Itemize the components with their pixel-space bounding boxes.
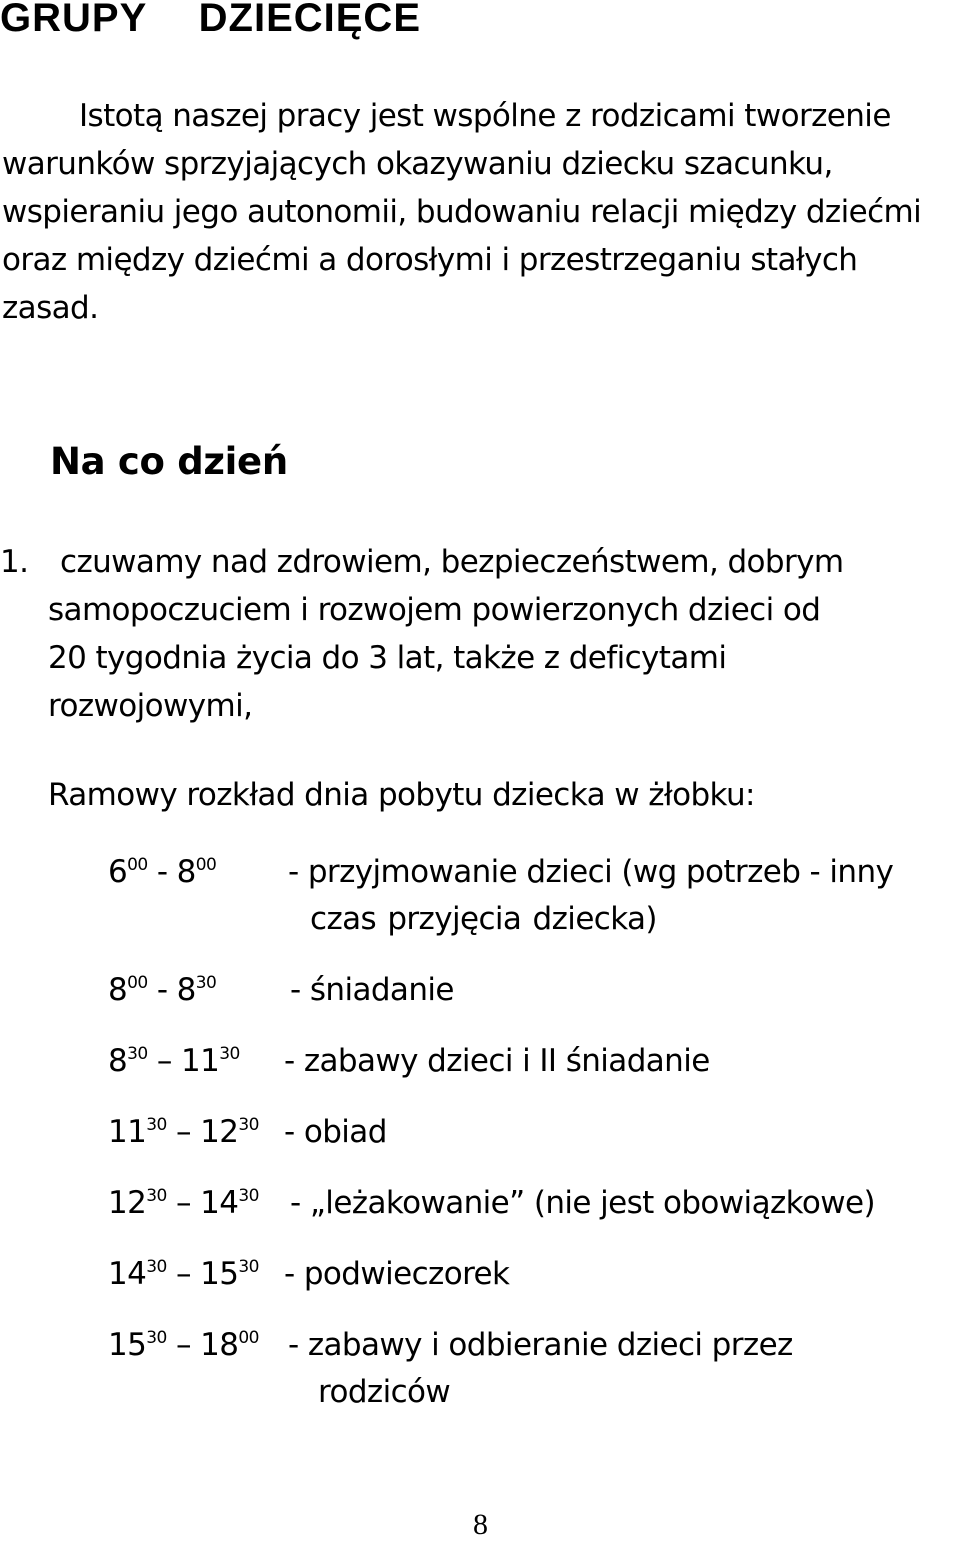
schedule-description: - zabawy dzieci i II śniadanie [284, 1043, 710, 1079]
schedule-description: - podwieczorek [284, 1256, 510, 1292]
page-title: GRUPY DZIECIĘCE [0, 0, 421, 40]
intro-paragraph [2, 92, 952, 332]
list-item-number: 1. [0, 544, 29, 580]
intro-line: zasad. [2, 290, 99, 326]
schedule-description: - przyjmowanie dzieci (wg potrzeb - inny [288, 854, 894, 890]
list-item-line: 20 tygodnia życia do 3 lat, także z deficytami [48, 640, 727, 676]
schedule-description: - obiad [284, 1114, 387, 1150]
section-heading: Na co dzień [50, 440, 288, 483]
intro-line: warunków sprzyjających okazywaniu dziecku szacunku, [2, 146, 833, 182]
schedule-time: $6^{00} - 8^{00}$ [108, 854, 217, 890]
schedule-time: $15^{30} - 18^{00}$ [108, 1327, 259, 1363]
list-item-line: czuwamy nad zdrowiem, bezpieczeństwem, dobrym [60, 544, 844, 580]
schedule-time: $8^{30} - 11^{30}$ [108, 1043, 240, 1079]
schedule-description: czas przyjęcia dziecka) [310, 901, 657, 937]
schedule-title: Ramowy rozkład dnia pobytu dziecka w żłobku: [48, 777, 755, 813]
schedule-time: $14^{30} - 15^{30}$ [108, 1256, 259, 1292]
intro-line: wspieraniu jego autonomii, budowaniu relacji między dziećmi [2, 194, 922, 230]
schedule-description: - zabawy i odbieranie dzieci przez [288, 1327, 793, 1363]
schedule-time: $8^{00} - 8^{30}$ [108, 972, 217, 1008]
schedule-description: - „leżakowanie” (nie jest obowiązkowe) [290, 1185, 875, 1221]
list-item-line: rozwojowymi, [48, 688, 253, 724]
list-item [0, 538, 843, 730]
intro-line: oraz między dziećmi a dorosłymi i przestrzeganiu stałych [2, 242, 858, 278]
schedule-time: $11^{30} - 12^{30}$ [108, 1114, 259, 1150]
intro-line: Istotą naszej pracy jest wspólne z rodzicami tworzenie [79, 98, 891, 134]
list-item-line: samopoczuciem i rozwojem powierzonych dzieci od [48, 592, 821, 628]
schedule-description: rodziców [318, 1374, 451, 1410]
schedule-time: $12^{30} - 14^{30}$ [108, 1185, 259, 1221]
schedule-description: - śniadanie [290, 972, 454, 1008]
page-number: 8 [473, 1508, 488, 1541]
